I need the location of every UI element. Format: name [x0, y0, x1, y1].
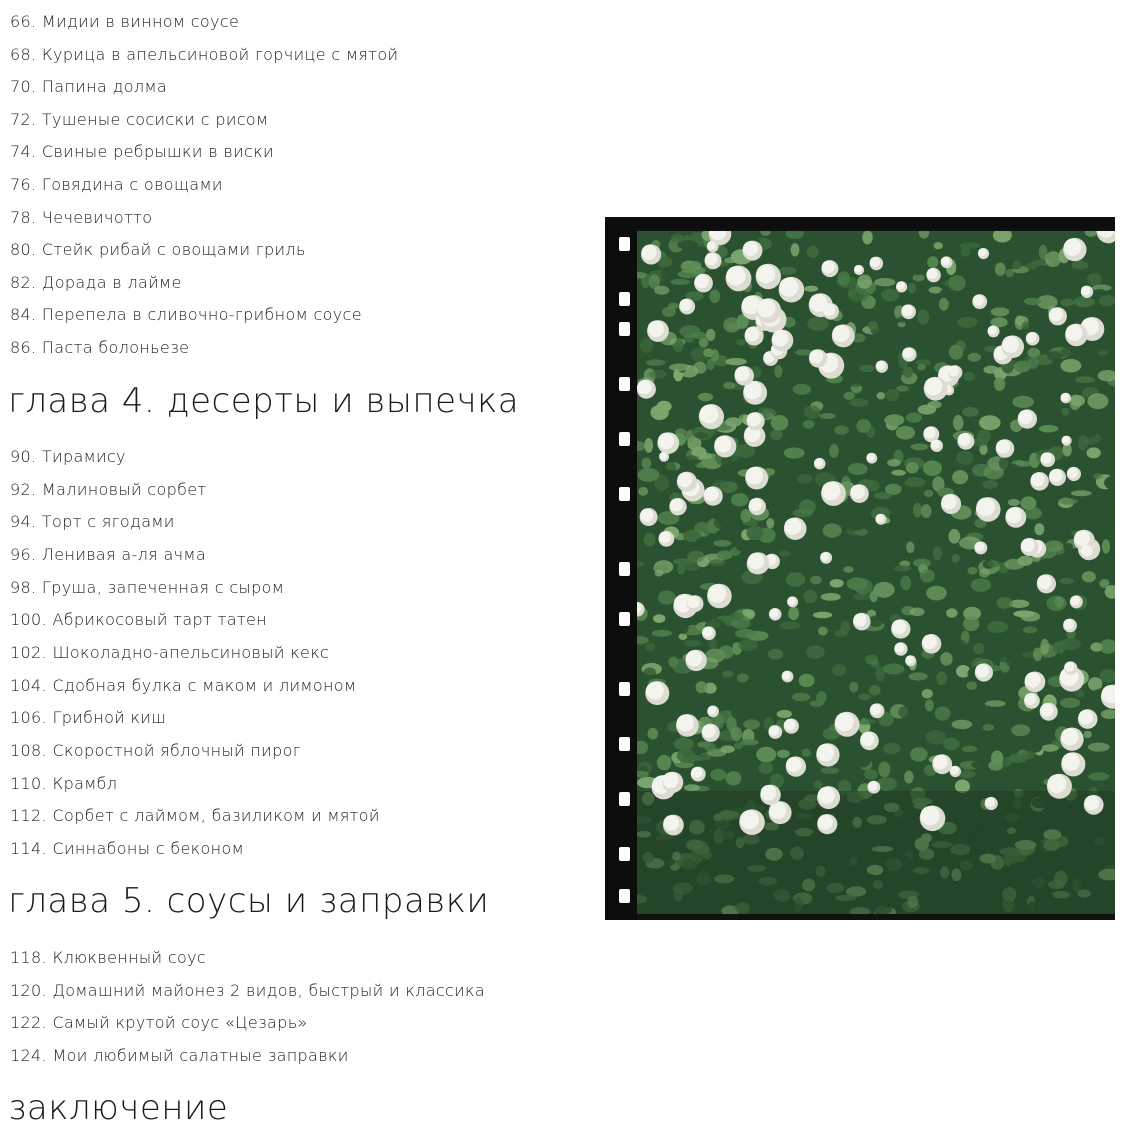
- film-frame-photo: [605, 217, 1115, 920]
- film-perforation: [619, 847, 630, 861]
- toc-item[interactable]: 72. Тушеные сосиски с рисом: [10, 110, 269, 129]
- toc-item[interactable]: 78. Чечевичотто: [10, 208, 153, 227]
- toc-item[interactable]: 114. Синнабоны с беконом: [10, 839, 245, 858]
- toc-item[interactable]: 100. Абрикосовый тарт татен: [10, 610, 267, 629]
- film-edge-top: [605, 217, 1115, 229]
- toc-item[interactable]: 110. Крамбл: [10, 774, 118, 793]
- toc-item[interactable]: 80. Стейк рибай с овощами гриль: [10, 240, 306, 259]
- toc-item[interactable]: 122. Самый крутой соус «Цезарь»: [10, 1013, 308, 1032]
- toc-item[interactable]: 96. Ленивая а-ля ачма: [10, 545, 206, 564]
- toc-item[interactable]: 76. Говядина с овощами: [10, 175, 223, 194]
- film-perforation: [619, 322, 630, 336]
- conclusion-heading: заключение: [8, 1088, 229, 1128]
- toc-item[interactable]: 68. Курица в апельсиновой горчице с мятой: [10, 45, 399, 64]
- toc-item[interactable]: 118. Клюквенный соус: [10, 948, 207, 967]
- toc-item[interactable]: 124. Мои любимый салатные заправки: [10, 1046, 349, 1065]
- chapter-5-heading: глава 5. соусы и заправки: [8, 881, 490, 921]
- film-perforation: [619, 792, 630, 806]
- chapter-4-heading: глава 4. десерты и выпечка: [8, 381, 520, 421]
- toc-item[interactable]: 104. Сдобная булка с маком и лимоном: [10, 676, 357, 695]
- toc-item[interactable]: 94. Торт с ягодами: [10, 512, 175, 531]
- film-perforation: [619, 237, 630, 251]
- toc-item[interactable]: 90. Тирамису: [10, 447, 126, 466]
- film-perforation: [619, 682, 630, 696]
- film-perforation: [619, 562, 630, 576]
- toc-item[interactable]: 98. Груша, запеченная с сыром: [10, 578, 285, 597]
- toc-item[interactable]: 102. Шоколадно-апельсиновый кекс: [10, 643, 330, 662]
- film-perforation: [619, 292, 630, 306]
- toc-item[interactable]: 82. Дорада в лайме: [10, 273, 182, 292]
- toc-item[interactable]: 84. Перепела в сливочно-грибном соусе: [10, 305, 362, 324]
- rose-bush-image: [637, 231, 1115, 914]
- toc-item[interactable]: 120. Домашний майонез 2 видов, быстрый и классика: [10, 981, 486, 1000]
- film-perforation: [619, 432, 630, 446]
- toc-item[interactable]: 70. Папина долма: [10, 77, 168, 96]
- film-perforation: [619, 377, 630, 391]
- toc-item[interactable]: 86. Паста болоньезе: [10, 338, 190, 357]
- toc-item[interactable]: 106. Грибной киш: [10, 708, 167, 727]
- film-perforation: [619, 889, 630, 903]
- film-perforation: [619, 612, 630, 626]
- toc-item[interactable]: 74. Свиные ребрышки в виски: [10, 142, 274, 161]
- toc-item[interactable]: 108. Скоростной яблочный пирог: [10, 741, 301, 760]
- toc-item[interactable]: 66. Мидии в винном соусе: [10, 12, 240, 31]
- film-perforation: [619, 737, 630, 751]
- film-perforation: [619, 487, 630, 501]
- toc-item[interactable]: 92. Малиновый сорбет: [10, 480, 207, 499]
- white-rose-bush-photo: [637, 231, 1115, 914]
- toc-item[interactable]: 112. Сорбет с лаймом, базиликом и мятой: [10, 806, 380, 825]
